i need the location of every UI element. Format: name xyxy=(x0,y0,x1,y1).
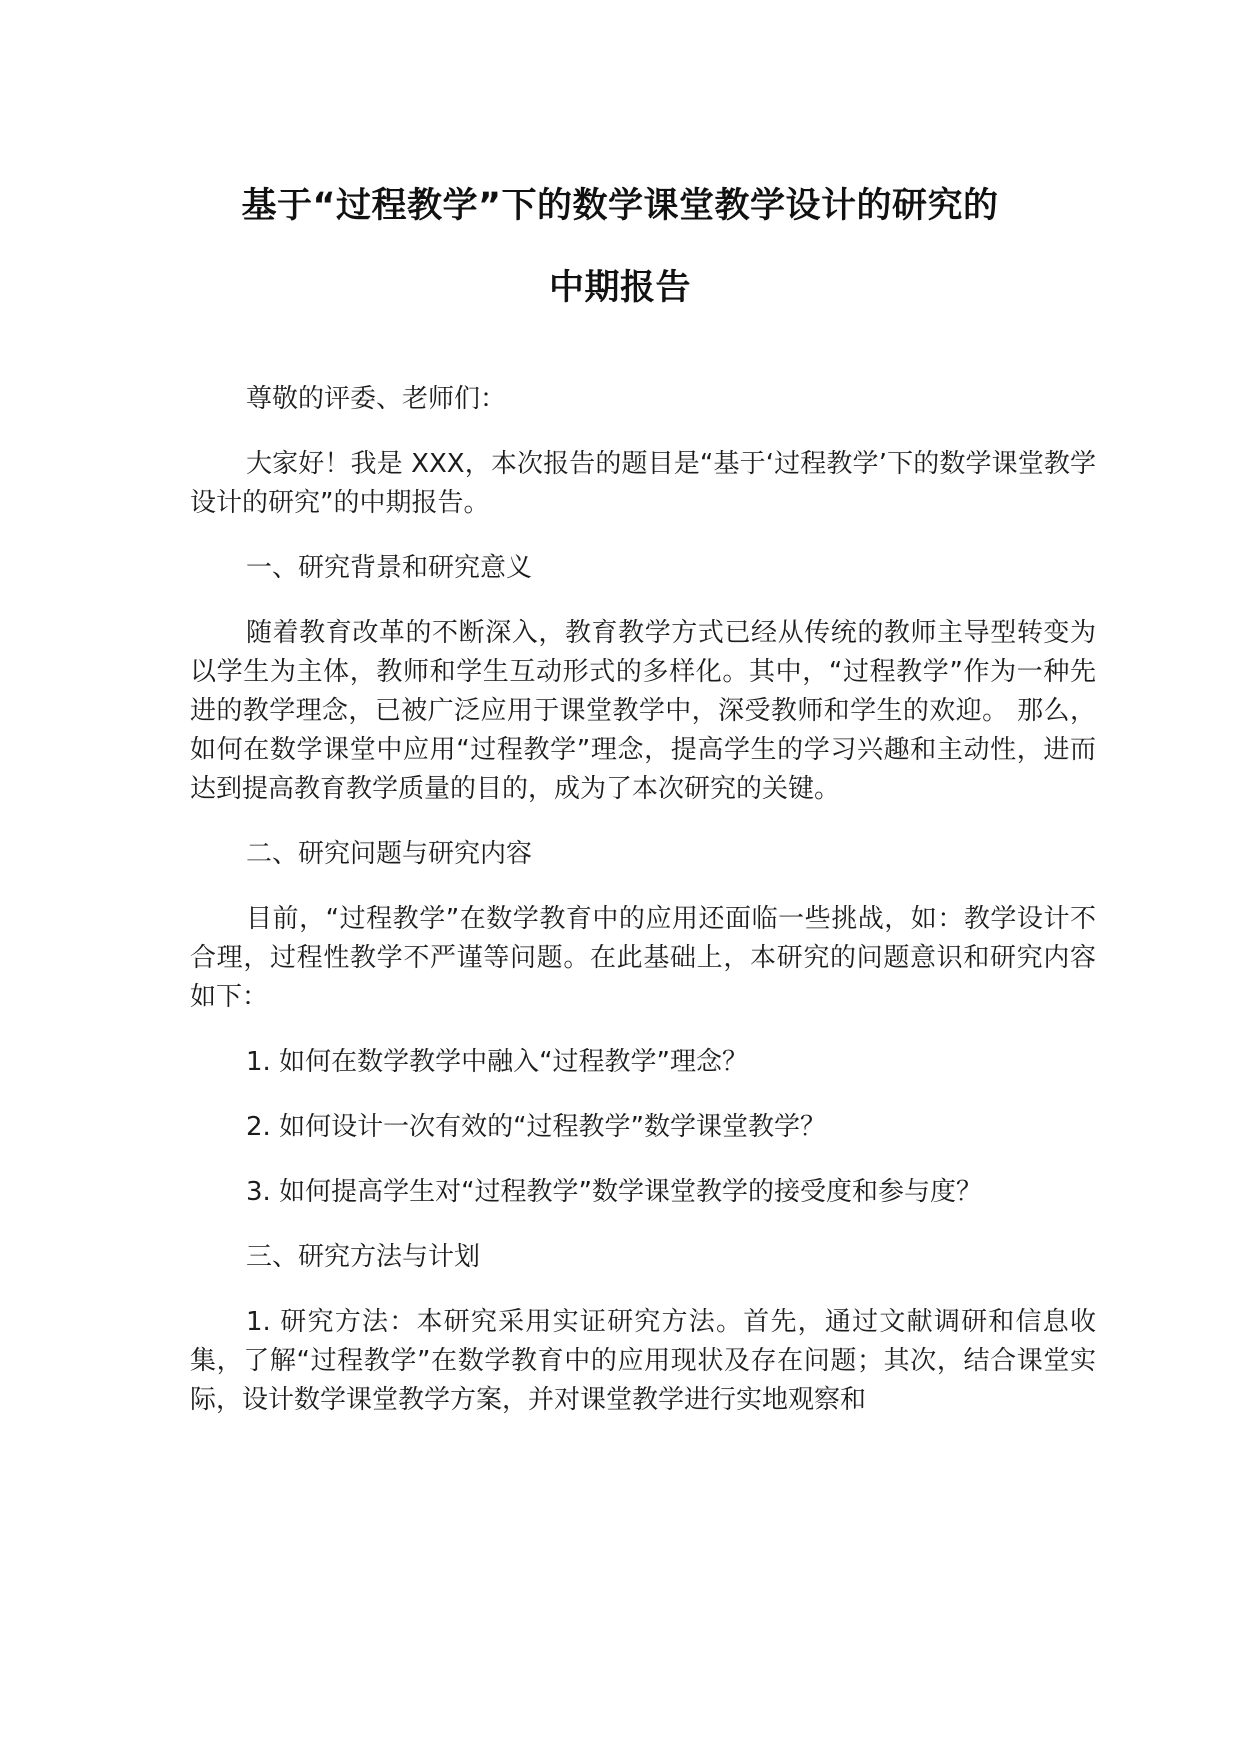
document-title-line2: 中期报告 xyxy=(548,268,691,308)
intro-paragraph: 大家好！我是 XXX，本次报告的题目是“基于‘过程教学’下的数学课堂教学设计的研究”的中期报告。 xyxy=(190,449,1096,518)
question-item-3: 3. 如何提高学生对“过程教学”数学课堂教学的接受度和参与度？ xyxy=(246,1177,983,1207)
salutation: 尊敬的评委、老师们： xyxy=(246,384,507,414)
document-title-line1: 基于“过程教学”下的数学课堂教学设计的研究的 xyxy=(241,186,999,226)
question-item-1: 1. 如何在数学教学中融入“过程教学”理念？ xyxy=(246,1047,749,1077)
section-heading-1: 一、研究背景和研究意义 xyxy=(246,553,533,583)
question-item-2: 2. 如何设计一次有效的“过程教学”数学课堂教学？ xyxy=(246,1112,827,1142)
document-body xyxy=(190,380,1096,1446)
section-heading-2: 二、研究问题与研究内容 xyxy=(246,839,533,869)
background-paragraph: 随着教育改革的不断深入，教育教学方式已经从传统的教师主导型转变为以学生为主体，教师和学生互动形式的多样化。其中，“过程教学”作为一种先进的教学理念，已被广泛应用于课堂教学中，深受教师和学生的欢迎。 那么，如何在数学课堂中应用“过程教学”理念，提高学生的学习兴趣和主动性，进而达到提高教育教学质量的目的，成为了本次研究的关键。 xyxy=(190,618,1096,804)
section-heading-3: 三、研究方法与计划 xyxy=(246,1242,481,1272)
method-paragraph: 1. 研究方法：本研究采用实证研究方法。首先，通过文献调研和信息收集，了解“过程教学”在数学教育中的应用现状及存在问题；其次，结合课堂实际，设计数学课堂教学方案，并对课堂教学进行实地观察和 xyxy=(190,1307,1096,1415)
problem-paragraph: 目前，“过程教学”在数学教育中的应用还面临一些挑战，如：教学设计不合理，过程性教学不严谨等问题。在此基础上，本研究的问题意识和研究内容如下： xyxy=(190,904,1096,1012)
